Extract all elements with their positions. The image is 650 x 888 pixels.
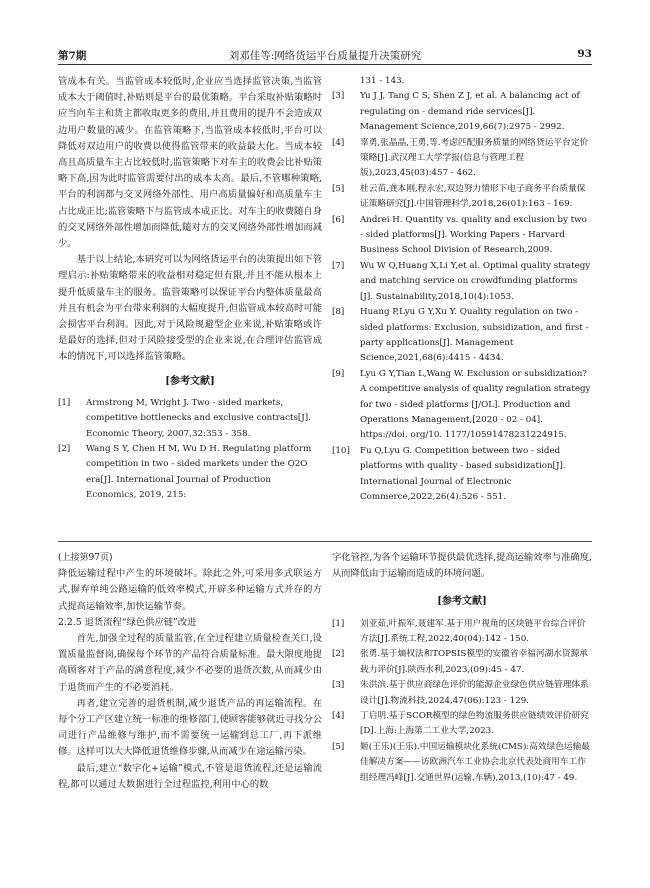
issue-number: 第7期 [58,50,87,62]
reference-text: Wang S Y, Chen H M, Wu D H. Regulating platform competition in two - sided markets under the O2O era[J]. International Journal of Production Economics, 2019, 215: [86,444,312,501]
reference-text: 姬(王乐)(王乐).中国运输模块化系统(CMS):高效绿色运输最佳解决方案——访欧洲汽车工业协会北京代表处商用车工作组经理冯峰[J].交通世界(运输.车辆),2013,(10):47 - 49. [360,741,590,783]
lower-right-column [332,550,592,786]
reference-item [332,444,592,506]
reference-number: [1] [332,618,345,629]
reference-number: [10] [332,445,350,456]
reference-number: [1] [58,397,71,408]
reference-number: [4] [332,137,345,148]
reference-item [332,305,592,367]
reference-text: 刘亚茹,叶振军,聂建军.基于用户视角的区块链平台综合评价方法[J].系统工程,2022,40(04):142 - 150. [360,618,586,645]
reference-text: Yu J J, Tang C S, Shen Z J, et al. A balancing act of regulating on - demand ride services[J]. Management Science,2019,66(7):2975 - 2992. [360,91,580,133]
reference-item [332,709,592,740]
reference-number: [3] [332,680,345,691]
reference-item [332,647,592,678]
reference-number: [4] [332,711,345,722]
references-heading: [参考文献] [165,375,215,387]
reference-number: [9] [332,368,345,379]
reference-text: 杜云苗,龚本刚,程永宏,双边努力情形下电子商务平台质量保证策略研究[J].中国管理科学,2018,26(01):163 - 169. [360,183,586,210]
reference-item [332,182,592,213]
continued-from-note: (上接第97页) [58,553,113,563]
body-paragraph: 再者,建立完善的退货机制,减少退货产品的再运输流程。在每个分工产区建立统一标准的维修部门,使顾客能够就近寻找分公司进行产品维修与维护,而不需要统一运输到总工厂,再下派维修。这样可以大大降低退货维修步骤,从而减少在途运输污染。 [58,697,322,758]
reference-number: [6] [332,214,345,225]
running-title: 刘邓佳等:网络货运平台质量提升决策研究 [228,50,422,62]
reference-number: [8] [332,307,345,318]
reference-text: Andrei H. Quantity vs. quality and exclusion by two - sided platforms[J]. Working Papers - Harvard Business School Division of Research,2009. [360,214,587,256]
references-heading: [参考文献] [437,596,487,608]
reference-number: [3] [332,91,345,102]
reference-text: Lyu G Y,Tian L,Wang W. Exclusion or subsidization? A competitive analysis of quality regulation strategy for two - sided platforms [J/OL]. Production and Operations Management,[2020 - 02 - 04]. https://doi. org/10. 1177/10591478231224915. [360,368,591,441]
running-header [58,46,592,65]
reference-item [332,367,592,444]
reference-text: Huang P,Lyu G Y,Xu Y. Quality regulation on two - sided platforms: Exclusion, subsidization, and first - party applications[J]. Management Science,2021,68(6):4415 - 4434. [360,307,589,364]
reference-text: Fu Q,Lyu G. Competition between two - sided platforms with quality - based subsidization[J]. International Journal of Electronic Commerce,2022,26(4):526 - 551. [360,445,566,502]
body-paragraph: 管成本有关。当监管成本较低时,企业应当选择监管决策,当监管成本大于阈值时,补贴则是平台的最优策略。平台采取补贴策略时应当向车主和货主都收取更多的费用,并且费用的提升不会造成双边用户数量的减少。在监管策略下,当监管成本较低时,平台可以降低对双边用户的收费以使得监管带来的收益最大化。当成本较高且高质量车主占比较低时,监管策略下对车主的收费会比补贴策略下高,因为此时监管需要付出的成本太高。最后,不管哪种策略,平台的利润都与交叉网络外部性、用户高质量偏好和高质量车主占比成正比;监管策略下与监管成本成正比。对车主的收费随自身的交叉网络外部性增加而降低,随对方的交叉网络外部性增加而减少。 [58,76,322,250]
subsection-heading: 2.2.5 退货流程“绿色供应链”改进 [58,616,197,628]
page-number: 93 [577,48,592,60]
reference-text: 朱洪滨.基于供应商绿色评价的能源企业绿色供应链管理体系设计[J].物流科技,2024,47(06):123 - 129. [360,680,589,706]
reference-item [332,678,592,709]
reference-text: 张勇.基于熵权法和TOPSIS模型的安徽省幸福河湖水资源承载力评价[J].陕西水利,2023,(09):45 - 47. [360,649,588,675]
reference-continuation [332,74,592,89]
reference-text: 131 - 143. [360,76,405,86]
reference-number: [5] [332,741,345,752]
reference-item [332,213,592,259]
reference-text: Armstrong M, Wright J. Two - sided markets, competitive bottlenecks and exclusive contracts[J]. Economic Theory, 2007,32:353 - 358. [86,397,311,439]
reference-item [58,396,322,442]
body-paragraph: 降低运输过程中产生的环境破坏。除此之外,可采用多式联运方式,摒弃单纯公路运输的低效率模式,开辟多种运输方式并存的方式提高运输效率,加快运输节奏。 [58,568,322,612]
reference-text: 丁启明.基于SCOR模型的绿色物流服务供应链绩效评价研究[D].上海:上海第二工业大学,2023. [360,711,589,737]
reference-number: [5] [332,183,345,194]
lower-left-column [58,550,322,793]
reference-item [332,136,592,182]
body-paragraph: 字化管控,为各个运输环节提供最优选择,提高运输效率与准确度,从而降低由于运输而造成的环境问题。 [332,552,592,580]
section-divider [58,541,592,542]
reference-item [332,740,592,786]
reference-number: [2] [58,444,71,455]
body-paragraph: 最后,建立“数字化+运输”模式,不管是退货流程,还是运输流程,都可以通过大数据进行全过程监控,利用中心的数 [58,762,322,790]
reference-text: Wu W Q,Huang X,Li Y,et al. Optimal quality strategy and matching service on crowdfunding platforms [J]. Sustainability,2018,10(4):1053. [360,260,591,302]
reference-item [58,442,322,504]
reference-item [332,617,592,648]
reference-item [332,89,592,135]
body-paragraph: 基于以上结论,本研究可以为网络货运平台的决策提出如下管理启示:补贴策略带来的收益相对稳定但有限,并且不能从根本上提升低质量车主的服务。监管策略可以保证平台内整体质量最高并且有机会为平台带来利润的大幅度提升,但监管成本较高时可能会损害平台利润。因此,对于风险规避型企业来说,补贴策略或许是最好的选择,但对于风险接受型的企业来说,在合理评估监管成本的情况下,可以选择监管策略。 [58,254,322,363]
reference-number: [7] [332,260,345,271]
body-paragraph: 首先,加强全过程的质量监管,在全过程建立质量检查关口,设置质量监督岗,确保每个环节的产品符合质量标准。最大限度地提高顾客对于产品的满意程度,减少不必要的退货次数,从而减少由于退货而产生的不必要消耗。 [58,633,322,693]
upper-left-column [58,74,322,504]
upper-right-column [332,74,592,505]
reference-number: [2] [332,649,345,660]
reference-text: 辜勇,张晶晶,王勇,等.考虑匹配服务质量的网络货运平台定价策略[J].武汉理工大学学报(信息与管理工程版),2023,45(03):457 - 462. [360,137,589,179]
reference-item [332,259,592,305]
